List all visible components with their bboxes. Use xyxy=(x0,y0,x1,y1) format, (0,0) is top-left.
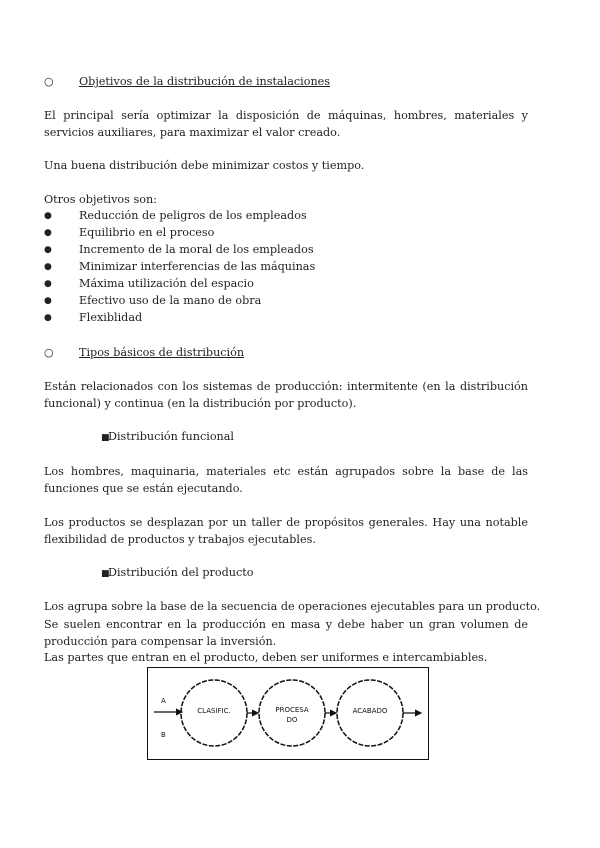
list-item: Minimizar interferencias de las máquinas xyxy=(79,260,316,273)
paragraph-funcional-2: Los productos se desplazan por un taller de propósitos generales. Hay una notable flexibilidad de productos y trabajos ejecutables. xyxy=(44,516,528,546)
paragraph-buena-distribucion: Una buena distribución debe minimizar costos y tiempo. xyxy=(44,159,365,172)
subsection-marker: ■ xyxy=(101,569,110,579)
list-item: Flexiblidad xyxy=(79,311,143,324)
list-item: Equilibrio en el proceso xyxy=(79,226,215,239)
input-label-a: A xyxy=(161,697,166,705)
paragraph-sistemas-produccion: Están relacionados con los sistemas de producción: intermitente (en la distribución funcional) y continua (en la distribución por producto). xyxy=(44,380,528,410)
section-marker: ○ xyxy=(44,75,54,88)
stage-label-do: DO xyxy=(286,716,298,724)
section-heading-tipos: Tipos básicos de distribución xyxy=(79,346,245,359)
paragraph-principal: El principal sería optimizar la disposición de máquinas, hombres, materiales y servicios auxiliares, para maximizar el valor creado. xyxy=(44,109,528,139)
list-item: Incremento de la moral de los empleados xyxy=(79,243,314,256)
list-item: Máxima utilización del espacio xyxy=(79,277,254,290)
input-label-b: B xyxy=(161,731,166,739)
paragraph-producto-2: Se suelen encontrar en la producción en masa y debe haber un gran volumen de producción para compensar la inversión. xyxy=(44,618,528,648)
section-heading-objetivos: Objetivos de la distribución de instalaciones xyxy=(79,75,331,88)
paragraph-otros-objetivos: Otros objetivos son: xyxy=(44,193,157,206)
stage-label-procesa: PROCESA xyxy=(275,706,309,714)
stage-label-acabado: ACABADO xyxy=(352,707,388,715)
process-diagram-svg xyxy=(148,668,427,758)
list-bullet: ● xyxy=(44,313,52,323)
paragraph-producto-1: Los agrupa sobre la base de la secuencia de operaciones ejecutables para un producto. xyxy=(44,600,541,613)
list-bullet: ● xyxy=(44,228,52,238)
section-marker: ○ xyxy=(44,346,54,359)
list-bullet: ● xyxy=(44,211,52,221)
list-bullet: ● xyxy=(44,262,52,272)
subsection-heading-funcional: Distribución funcional xyxy=(108,430,235,443)
stage-label-clasific: CLASIFIC. xyxy=(197,707,231,715)
subsection-marker: ■ xyxy=(101,433,110,443)
list-bullet: ● xyxy=(44,296,52,306)
list-item: Efectivo uso de la mano de obra xyxy=(79,294,262,307)
list-bullet: ● xyxy=(44,279,52,289)
list-bullet: ● xyxy=(44,245,52,255)
process-diagram xyxy=(147,667,429,760)
list-item: Reducción de peligros de los empleados xyxy=(79,209,307,222)
paragraph-producto-3: Las partes que entran en el producto, deben ser uniformes e intercambiables. xyxy=(44,651,488,664)
subsection-heading-producto: Distribución del producto xyxy=(108,566,254,579)
paragraph-funcional-1: Los hombres, maquinaria, materiales etc están agrupados sobre la base de las funciones que se están ejecutando. xyxy=(44,465,528,495)
